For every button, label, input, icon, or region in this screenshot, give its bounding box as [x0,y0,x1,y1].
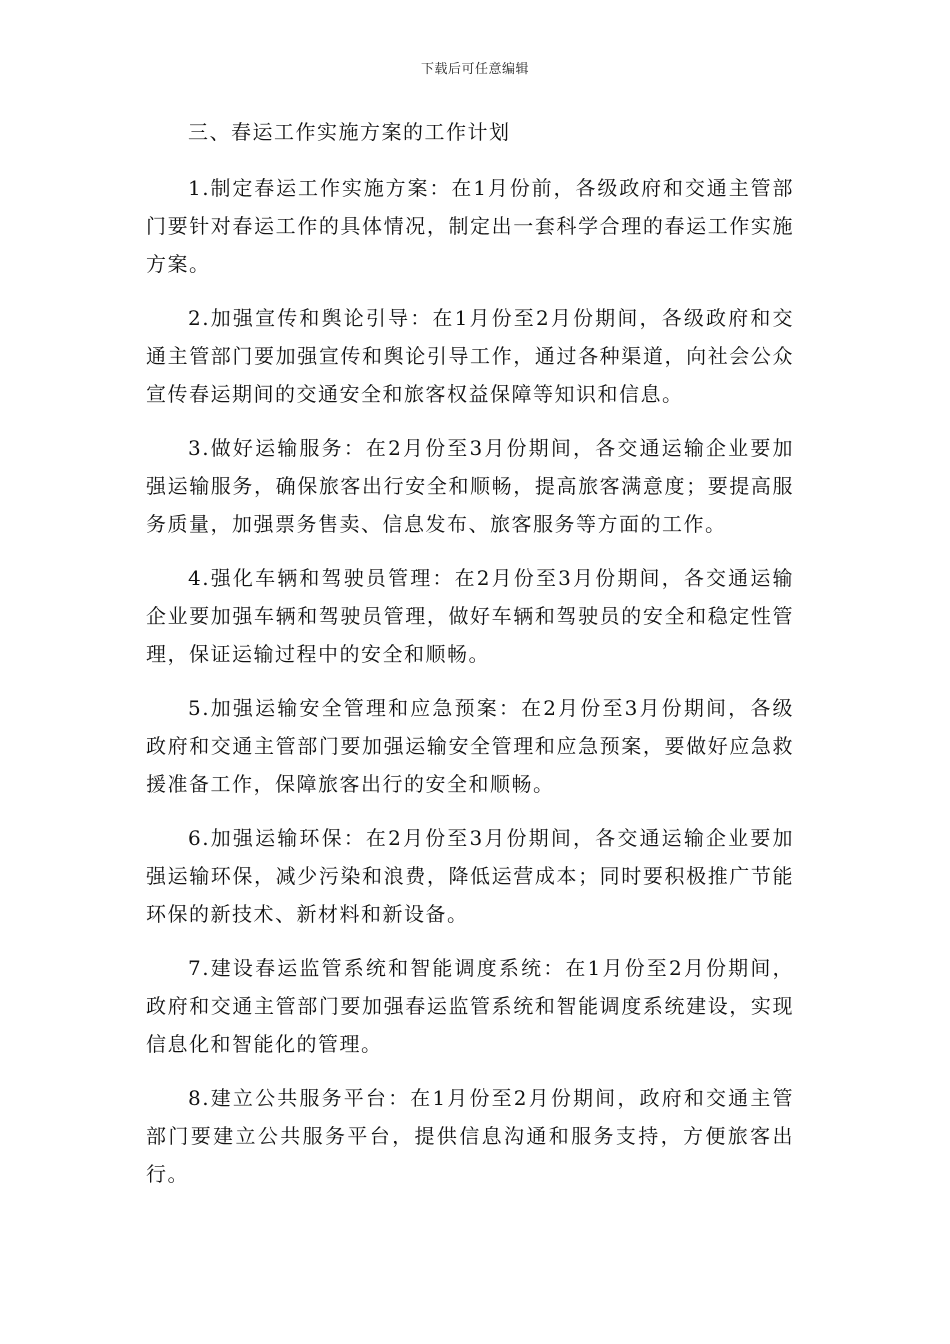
paragraph-2: 2.加强宣传和舆论引导：在1月份至2月份期间，各级政府和交通主管部门要加强宣传和舆论引导工作，通过各种渠道，向社会公众宣传春运期间的交通安全和旅客权益保障等知识和信息。 [146,306,794,406]
paragraph-3: 3.做好运输服务：在2月份至3月份期间，各交通运输企业要加强运输服务，确保旅客出行安全和顺畅，提高旅客满意度；要提高服务质量，加强票务售卖、信息发布、旅客服务等方面的工作。 [146,436,794,536]
section-title: 三、春运工作实施方案的工作计划 [188,120,511,144]
paragraph-5: 5.加强运输安全管理和应急预案：在2月份至3月份期间，各级政府和交通主管部门要加强运输安全管理和应急预案，要做好应急救援准备工作，保障旅客出行的安全和顺畅。 [146,696,794,796]
paragraph-6: 6.加强运输环保：在2月份至3月份期间，各交通运输企业要加强运输环保，减少污染和浪费，降低运营成本；同时要积极推广节能环保的新技术、新材料和新设备。 [146,826,794,926]
document-body [146,113,794,1193]
paragraph-1: 1.制定春运工作实施方案：在1月份前，各级政府和交通主管部门要针对春运工作的具体情况，制定出一套科学合理的春运工作实施方案。 [146,176,794,276]
header-note: 下载后可任意编辑 [420,62,529,77]
paragraph-4: 4.强化车辆和驾驶员管理：在2月份至3月份期间，各交通运输企业要加强车辆和驾驶员管理，做好车辆和驾驶员的安全和稳定性管理，保证运输过程中的安全和顺畅。 [146,566,794,666]
paragraph-8: 8.建立公共服务平台：在1月份至2月份期间，政府和交通主管部门要建立公共服务平台，提供信息沟通和服务支持，方便旅客出行。 [146,1086,794,1186]
paragraph-7: 7.建设春运监管系统和智能调度系统：在1月份至2月份期间，政府和交通主管部门要加强春运监管系统和智能调度系统建设，实现信息化和智能化的管理。 [146,956,794,1056]
